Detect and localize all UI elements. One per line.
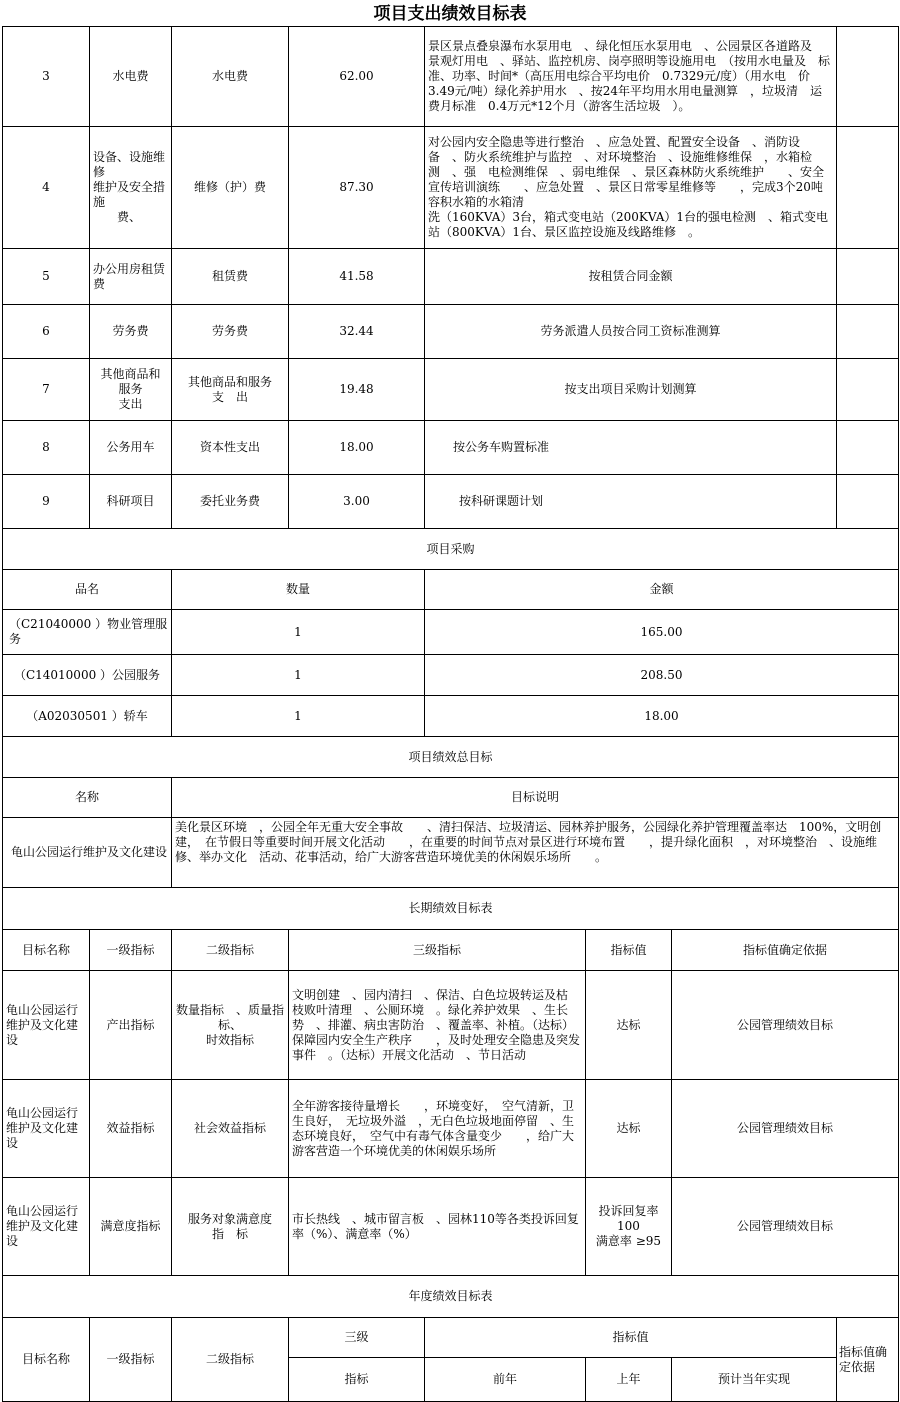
longterm-level2: 服务对象满意度 指 标 (172, 1178, 289, 1276)
amount: 62.00 (289, 26, 425, 127)
overall-header-desc: 目标说明 (172, 778, 899, 818)
procurement-item-amount: 208.50 (425, 655, 899, 696)
blank-cell (837, 359, 899, 421)
amount: 18.00 (289, 421, 425, 475)
calculation-basis: 对公园内安全隐患等进行整治 、应急处置、配置安全设备 、消防设备 、防火系统维护与监控 、对环境整治 、设施维修维保 ，水箱检测 、强 电检测维保 、弱电维保 、景区森林防火系统维护 、安全宣传培训演练 、应急处置 、景区日常零星维修等 ，完成3个20吨容积水箱的水箱清 洗（160KVA）3台，箱式变电站（200KVA）1台的强电检测 、箱式变电 站（800KVA）1台、景区监控设施及线路维修 。 (425, 127, 837, 249)
amount: 3.00 (289, 475, 425, 529)
procurement-item-qty: 1 (172, 655, 425, 696)
annual-header-l1: 一级指标 (90, 1318, 172, 1402)
economic-category: 其他商品和服务 支 出 (172, 359, 289, 421)
row-number: 3 (3, 26, 90, 127)
expense-item: 其他商品和 服务 支出 (90, 359, 172, 421)
row-number: 8 (3, 421, 90, 475)
longterm-level3: 全年游客接待量增长 ，环境变好， 空气清新，卫 生良好， 无垃圾外溢 ，无白色垃圾地面停留 、生 态环境良好， 空气中有毒气体含量变少 ，给广大 游客营造一个环境优美的休闲娱乐场所 (289, 1080, 586, 1178)
procurement-item-amount: 165.00 (425, 610, 899, 655)
calculation-basis: 劳务派遣人员按合同工资标准测算 (425, 305, 837, 359)
procurement-item-amount: 18.00 (425, 696, 899, 737)
expense-item: 公务用车 (90, 421, 172, 475)
procurement-section-heading: 项目采购 (3, 529, 899, 570)
row-number: 4 (3, 127, 90, 249)
longterm-header-l3: 三级指标 (289, 930, 586, 971)
longterm-header-value: 指标值 (586, 930, 672, 971)
procurement-item-qty: 1 (172, 610, 425, 655)
calculation-basis: 景区景点叠泉瀑布水泵用电 、绿化恒压水泵用电 、公园景区各道路及 景观灯用电 、驿站、监控机房、岗亭照明等设施用电 （按用水电量及 标准、功率、时间*（高压用电综合平均电价 0.7329元/度）（用水电 价3.49元/吨）绿化养护用水 、按24年平均用水用电量测算 ，垃圾清 运费月标准 0.4万元*12个月（游客生活垃圾 ）。 (425, 26, 837, 127)
row-number: 7 (3, 359, 90, 421)
blank-cell (837, 249, 899, 305)
longterm-goal-name: 龟山公园运行维护及文化建设 (3, 1080, 90, 1178)
blank-cell (837, 26, 899, 127)
blank-cell (837, 127, 899, 249)
longterm-goal-name: 龟山公园运行维护及文化建设 (3, 1178, 90, 1276)
blank-cell (837, 421, 899, 475)
annual-header-l3-top: 三级 (289, 1318, 425, 1358)
row-number: 9 (3, 475, 90, 529)
procurement-header-amount: 金额 (425, 570, 899, 610)
amount: 32.44 (289, 305, 425, 359)
procurement-item-qty: 1 (172, 696, 425, 737)
economic-category: 维修（护）费 (172, 127, 289, 249)
annual-header-l2: 二级指标 (172, 1318, 289, 1402)
annual-header-value-group: 指标值 (425, 1318, 837, 1358)
longterm-header-name: 目标名称 (3, 930, 90, 971)
expense-item: 劳务费 (90, 305, 172, 359)
longterm-level1: 效益指标 (90, 1080, 172, 1178)
calculation-basis: 按公务车购置标准 (425, 421, 837, 475)
performance-table (2, 26, 899, 1402)
procurement-item-name: （C21040000 ）物业管理服务 (3, 610, 172, 655)
calculation-basis: 按科研课题计划 (425, 475, 837, 529)
longterm-level2: 社会效益指标 (172, 1080, 289, 1178)
longterm-goal-name: 龟山公园运行维护及文化建设 (3, 971, 90, 1080)
longterm-header-basis: 指标值确定依据 (672, 930, 899, 971)
expense-item: 水电费 (90, 26, 172, 127)
overall-header-name: 名称 (3, 778, 172, 818)
longterm-section-heading: 长期绩效目标表 (3, 888, 899, 930)
calculation-basis: 按支出项目采购计划测算 (425, 359, 837, 421)
page-title: 项目支出绩效目标表 (373, 4, 527, 24)
annual-header-basis: 指标值确 定依据 (837, 1318, 899, 1402)
longterm-header-l1: 一级指标 (90, 930, 172, 971)
procurement-header-qty: 数量 (172, 570, 425, 610)
row-number: 5 (3, 249, 90, 305)
longterm-value: 达标 (586, 971, 672, 1080)
longterm-level3: 市长热线 、城市留言板 、园林110等各类投诉回复率（%）、满意率（%） (289, 1178, 586, 1276)
longterm-basis: 公园管理绩效目标 (672, 971, 899, 1080)
overall-goal-description: 美化景区环境 ，公园全年无重大安全事故 、清扫保洁、垃圾清运、园林养护服务，公园绿化养护管理覆盖率达 100%，文明创建， 在节假日等重要时间开展文化活动 ，在重要的时间节点对景区进行环境布置 ，提升绿化面积 ，对环境整治 、设施维修、举办文化 活动、花事活动，给广大游客营造环境优美的休闲娱乐场所 。 (172, 818, 899, 888)
row-number: 6 (3, 305, 90, 359)
annual-header-l3-bottom: 指标 (289, 1358, 425, 1402)
expense-item: 办公用房租赁费 (90, 249, 172, 305)
longterm-value: 投诉回复率 100 满意率 ≥95 (586, 1178, 672, 1276)
annual-header-prev-year: 前年 (425, 1358, 586, 1402)
longterm-header-l2: 二级指标 (172, 930, 289, 971)
economic-category: 租赁费 (172, 249, 289, 305)
expense-item: 设备、设施维修 维护及安全措施 费、 (90, 127, 172, 249)
annual-section-heading: 年度绩效目标表 (3, 1276, 899, 1318)
longterm-value: 达标 (586, 1080, 672, 1178)
amount: 19.48 (289, 359, 425, 421)
overall-goal-section-heading: 项目绩效总目标 (3, 737, 899, 778)
longterm-level3: 文明创建 、园内清扫 、保洁、白色垃圾转运及枯 枝败叶清理 、公厕环境 。绿化养护效果 、生长势 、排灌、病虫害防治 、覆盖率、补植。（达标）保障园内安全生产秩序 ，及时处理安全隐患及突发事件 。（达标）开展文化活动 、节日活动 (289, 971, 586, 1080)
amount: 41.58 (289, 249, 425, 305)
procurement-item-name: （A02030501 ）轿车 (3, 696, 172, 737)
longterm-basis: 公园管理绩效目标 (672, 1178, 899, 1276)
amount: 87.30 (289, 127, 425, 249)
blank-cell (837, 305, 899, 359)
economic-category: 资本性支出 (172, 421, 289, 475)
annual-header-expected: 预计当年实现 (672, 1358, 837, 1402)
procurement-header-name: 品名 (3, 570, 172, 610)
economic-category: 委托业务费 (172, 475, 289, 529)
annual-header-name: 目标名称 (3, 1318, 90, 1402)
calculation-basis: 按租赁合同金额 (425, 249, 837, 305)
procurement-item-name: （C14010000 ）公园服务 (3, 655, 172, 696)
blank-cell (837, 475, 899, 529)
longterm-level1: 满意度指标 (90, 1178, 172, 1276)
economic-category: 劳务费 (172, 305, 289, 359)
overall-goal-name: 龟山公园运行维护及文化建设 (3, 818, 172, 888)
expense-item: 科研项目 (90, 475, 172, 529)
longterm-basis: 公园管理绩效目标 (672, 1080, 899, 1178)
longterm-level2: 数量指标 、质量指标、 时效指标 (172, 971, 289, 1080)
longterm-level1: 产出指标 (90, 971, 172, 1080)
economic-category: 水电费 (172, 26, 289, 127)
annual-header-last-year: 上年 (586, 1358, 672, 1402)
